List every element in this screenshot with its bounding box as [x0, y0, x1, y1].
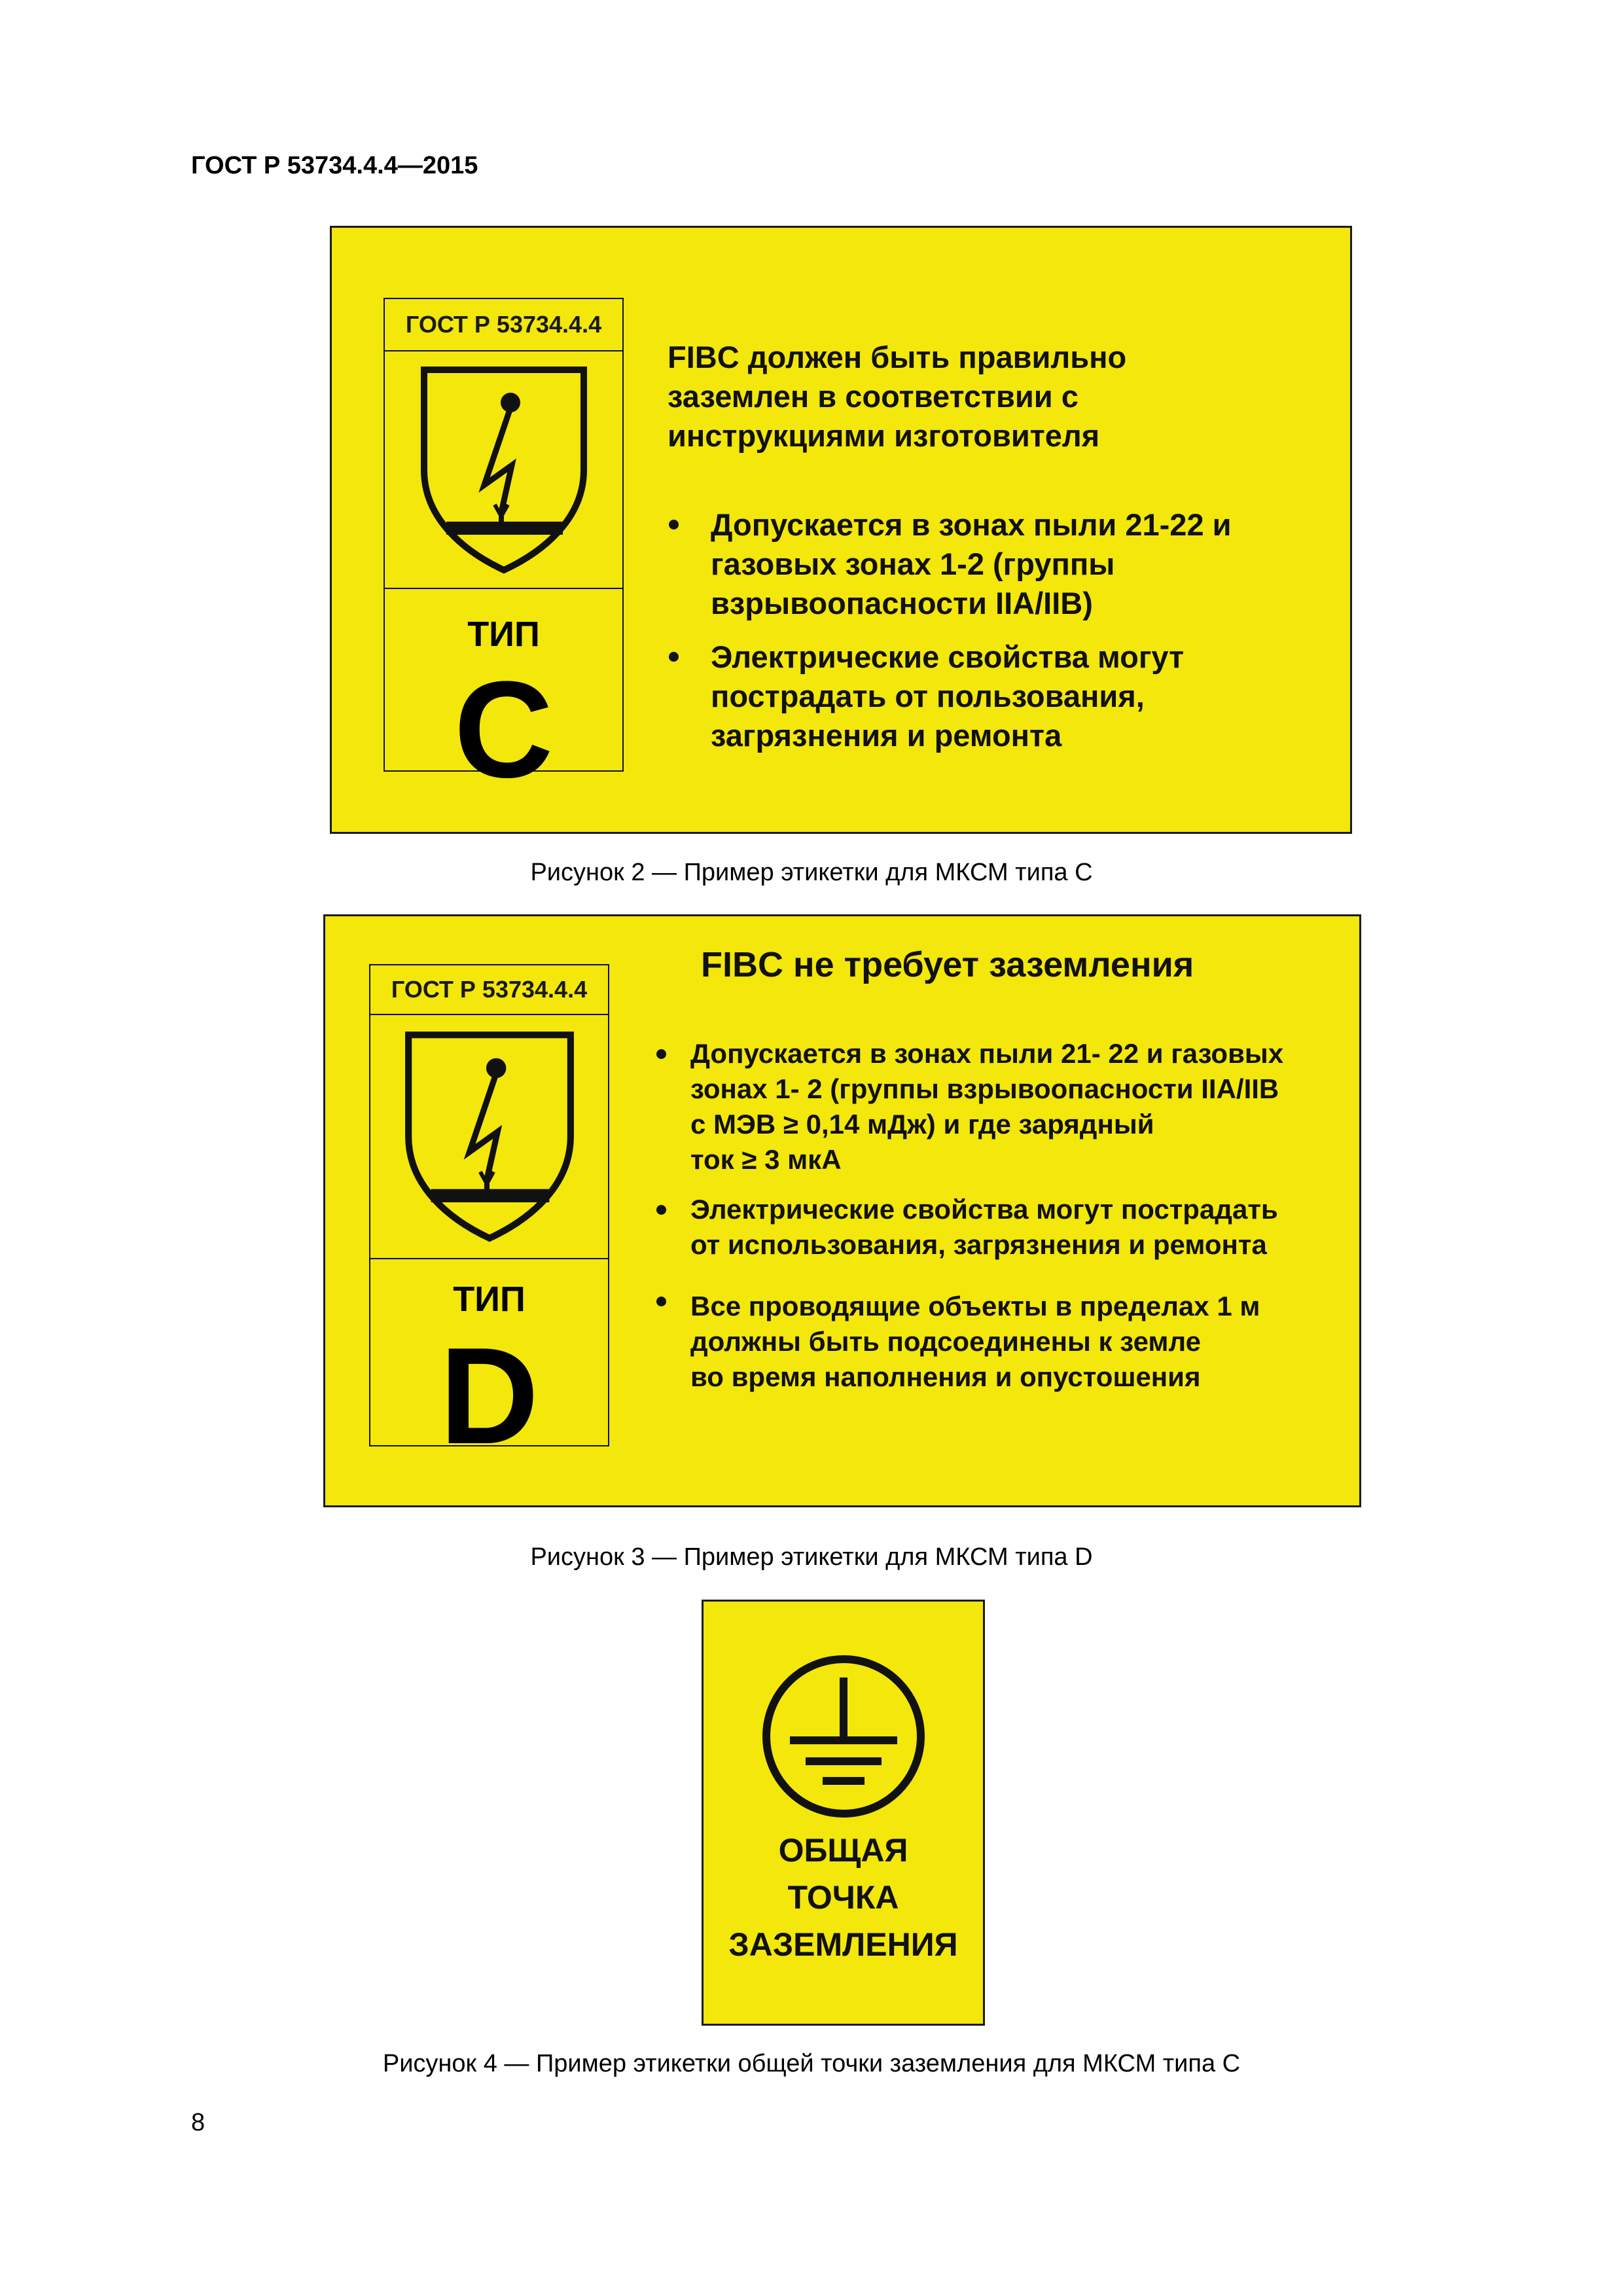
esd-shield-lightning-icon	[395, 1027, 584, 1246]
badge-standard-title: ГОСТ Р 53734.4.4	[370, 965, 608, 1015]
bullet-item	[655, 1289, 1349, 1395]
esd-symbol-cell	[370, 1015, 608, 1259]
label-heading: FIBC не требует заземления	[701, 945, 1194, 984]
bullet-text: Допускается в зонах пыли 21-22 и газовых зонах 1-2 (группы взрывоопасности IIA/IIB)	[711, 507, 1232, 620]
label-bullet-list	[668, 505, 1322, 755]
type-letter: C	[454, 653, 554, 806]
type-cell	[385, 589, 622, 806]
label-type-d	[323, 914, 1361, 1507]
bullet-item	[668, 505, 1322, 623]
bullet-dot-icon	[669, 520, 679, 529]
esd-symbol-cell	[385, 351, 622, 589]
bullet-text: Электрические свойства могут пострадать от использования, загрязнения и ремонта	[690, 1194, 1278, 1260]
bullet-text: Допускается в зонах пыли 21- 22 и газовых зонах 1- 2 (группы взрывоопасности IIA/IIB с МЭВ ≥ 0,14 мДж) и где зарядный ток ≥ 3 мкА	[690, 1038, 1284, 1175]
bullet-text: Все проводящие объекты в пределах 1 м должны быть подсоединены к земле во время наполнения и опустошения	[690, 1291, 1260, 1392]
bullet-item	[655, 1036, 1349, 1177]
bullet-item	[668, 637, 1322, 755]
label-bullet-list	[655, 1036, 1349, 1395]
type-word: ТИП	[453, 1280, 526, 1319]
label-common-ground-point	[702, 1600, 985, 2026]
type-cell	[370, 1259, 608, 1473]
type-letter: D	[439, 1319, 539, 1473]
type-badge	[369, 964, 609, 1473]
bullet-dot-icon	[656, 1049, 666, 1059]
type-word: ТИП	[467, 615, 540, 654]
bullet-dot-icon	[656, 1297, 666, 1306]
bullet-item	[655, 1192, 1349, 1263]
ground-point-text: ОБЩАЯ ТОЧКА ЗАЗЕМЛЕНИЯ	[728, 1832, 958, 1963]
badge-standard-title: ГОСТ Р 53734.4.4	[385, 299, 622, 351]
document-header: ГОСТ Р 53734.4.4—2015	[191, 152, 478, 179]
figure-caption: Рисунок 2 — Пример этикетки для МКСМ типа С	[530, 859, 1093, 886]
esd-shield-lightning-icon	[412, 362, 596, 578]
protective-earth-icon	[758, 1651, 929, 1821]
label-type-c	[330, 226, 1352, 834]
type-badge	[383, 298, 624, 806]
bullet-dot-icon	[669, 652, 679, 662]
page-number: 8	[191, 2109, 205, 2136]
label-heading: FIBC должен быть правильно заземлен в соответствии с инструкциями изготовителя	[668, 340, 1127, 453]
figure-caption: Рисунок 3 — Пример этикетки для МКСМ типа D	[530, 1543, 1093, 1571]
figure-caption: Рисунок 4 — Пример этикетки общей точки заземления для МКСМ типа С	[382, 2050, 1241, 2077]
bullet-text: Электрические свойства могут пострадать от пользования, загрязнения и ремонта	[711, 639, 1185, 753]
bullet-dot-icon	[656, 1205, 666, 1215]
